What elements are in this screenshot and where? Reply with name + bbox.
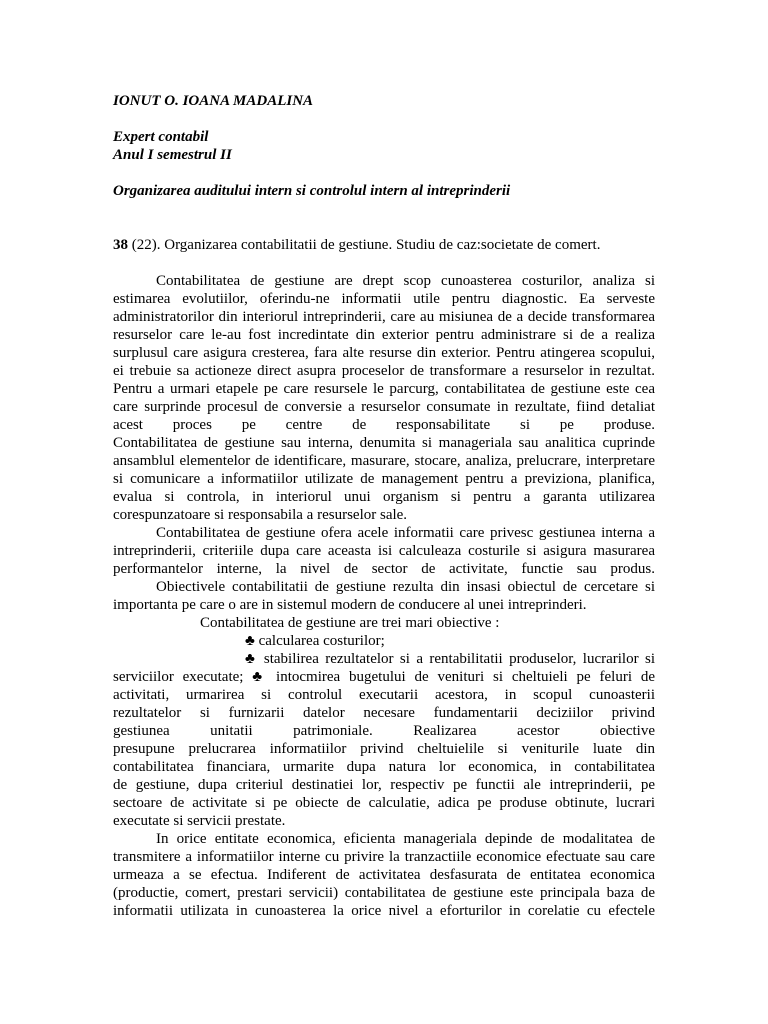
paragraph-line: estimarea evolutiilor, oferindu-ne informatii utile pentru diagnostic. Ea serveste bbox=[113, 291, 655, 307]
paragraph-line: rezultatelor si furnizarii datelor necesare fundamentarii deciziilor privind bbox=[113, 705, 655, 721]
paragraph-line: (productie, comert, prestari servicii) contabilitatea de gestiune este principala baza de bbox=[113, 885, 655, 901]
objective-item: ♣ stabilirea rezultatelor si a rentabilitatii produselor, lucrarilor si bbox=[245, 651, 655, 667]
paragraph-line: corespunzatoare si responsabila a resurselor sale. bbox=[113, 507, 408, 523]
paragraph-line: resurselor care le-au fost incredintate din exterior pentru administrare si de a realiza bbox=[113, 327, 655, 343]
topic-heading bbox=[113, 236, 600, 254]
paragraph-line: urmeaza a se efectua. Indiferent de activitatea desfasurata de entitatea economica bbox=[113, 867, 655, 883]
paragraph-line: executate si servicii prestate. bbox=[113, 813, 286, 829]
paragraph-line: presupune prelucrarea informatiilor privind cheltuielile si veniturile luate din bbox=[113, 741, 655, 757]
paragraph-line: Contabilitatea de gestiune ofera acele informatii care privesc gestiunea interna a bbox=[156, 525, 655, 541]
paragraph-line: Pentru a urmari etapele pe care resursele le parcurg, contabilitatea de gestiune este cea bbox=[113, 381, 655, 397]
paragraph-line: importanta pe care o are in sistemul modern de conducere al unei intreprinderi. bbox=[113, 597, 587, 613]
program-line: Expert contabil bbox=[113, 129, 209, 145]
paragraph-line: ei trebuie sa actioneze direct asupra proceselor de transformare a resurselor in rezultat. bbox=[113, 363, 655, 379]
paragraph-line: activitati, urmarirea si controlul executarii acestora, in scopul cunoasterii bbox=[113, 687, 655, 703]
paragraph-line: contabilitatea financiara, urmarite dupa natura lor economica, in contabilitatea bbox=[113, 759, 655, 775]
paragraph-line: sectoare de activitate si pe obiecte de calculatie, adica pe produse obtinute, lucrari bbox=[113, 795, 655, 811]
paragraph-line: surplusul care asigura cresterea, fara alte resurse din exterior. Pentru atingerea scopului, bbox=[113, 345, 655, 361]
paragraph-line: ansamblul elementelor de identificare, masurare, stocare, analiza, prelucrare, interpretare bbox=[113, 453, 655, 469]
topic-number: 38 bbox=[113, 237, 128, 253]
author-name: IONUT O. IOANA MADALINA bbox=[113, 93, 314, 109]
paragraph-line: care surprinde procesul de conversie a resurselor consumate in rezultate, fiind detaliat bbox=[113, 399, 655, 415]
objectives-intro: Contabilitatea de gestiune are trei mari obiective : bbox=[200, 615, 500, 631]
year-semester-line: Anul I semestrul II bbox=[113, 147, 232, 163]
paragraph-line: In orice entitate economica, eficienta manageriala depinde de modalitatea de bbox=[156, 831, 655, 847]
paragraph-line: acest proces pe centre de responsabilitate si pe produse. bbox=[113, 417, 655, 433]
paragraph-line: serviciilor executate; ♣ intocmirea bugetului de venituri si cheltuieli pe feluri de bbox=[113, 669, 655, 685]
topic-title: (22). Organizarea contabilitatii de gestiune. Studiu de caz:societate de comert. bbox=[128, 237, 601, 253]
objective-item: ♣ calcularea costurilor; bbox=[245, 633, 385, 649]
paragraph-line: gestiunea unitatii patrimoniale. Realizarea acestor obiective bbox=[113, 723, 655, 739]
paragraph-line: administratorilor din interiorul intreprinderii, care au misiunea de a decide transformarea bbox=[113, 309, 655, 325]
paragraph-line: Contabilitatea de gestiune sau interna, denumita si manageriala sau analitica cuprinde bbox=[113, 435, 655, 451]
paragraph-line: informatii utilizata in cunoasterea la orice nivel a eforturilor in corelatie cu efectele bbox=[113, 903, 655, 919]
paragraph-line: performantelor interne, la nivel de sector de activitate, functie sau produs. bbox=[113, 561, 655, 577]
paragraph-line: intreprinderii, criteriile dupa care aceasta isi calculeaza costurile si asigura masurarea bbox=[113, 543, 655, 559]
paragraph-line: de gestiune, dupa criteriul destinatiei lor, respectiv pe functii ale intreprinderii, pe bbox=[113, 777, 655, 793]
paragraph-line: si comunicare a informatiilor utilizate de management pentru a previziona, planifica, bbox=[113, 471, 655, 487]
paragraph-line: transmitere a informatiilor interne cu privire la tranzactiile economice efectuate sau care bbox=[113, 849, 655, 865]
paragraph-line: Obiectivele contabilitatii de gestiune rezulta din insasi obiectul de cercetare si bbox=[156, 579, 655, 595]
paragraph-line: evalua si controla, in interiorul unui organism si pentru a garanta utilizarea bbox=[113, 489, 655, 505]
paragraph-line: Contabilitatea de gestiune are drept scop cunoasterea costurilor, analiza si bbox=[156, 273, 655, 289]
course-title: Organizarea auditului intern si controlul intern al intreprinderii bbox=[113, 183, 511, 199]
